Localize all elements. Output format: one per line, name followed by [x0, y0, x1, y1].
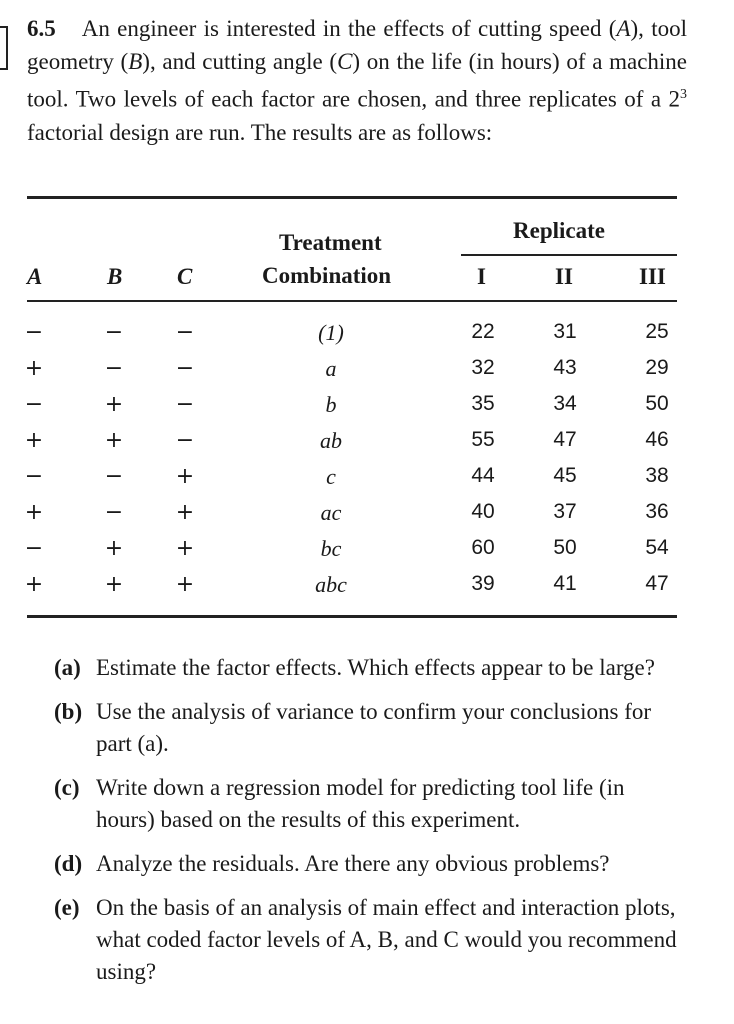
cell-b: + — [104, 572, 124, 597]
part-text: Analyze the residuals. Are there any obvious problems? — [96, 851, 610, 876]
part-text: Estimate the factor effects. Which effects appear to be large? — [96, 655, 655, 680]
cell-r1: 39 — [471, 572, 495, 595]
question-part — [54, 696, 686, 760]
cell-r1: 22 — [471, 320, 495, 343]
cell-r1: 40 — [471, 500, 495, 523]
cell-combo: c — [326, 464, 336, 489]
cell-a: + — [24, 500, 44, 525]
problem-text: ), tool geometry ( — [27, 16, 687, 74]
cell-c: − — [175, 320, 195, 345]
factor-b-symbol: B — [128, 49, 143, 74]
cell-c: − — [175, 356, 195, 381]
replicate-header: Replicate — [513, 218, 605, 243]
question-part — [54, 772, 686, 836]
cell-b: − — [104, 464, 124, 489]
problem-text: factorial design are run. The results are as follows: — [27, 119, 493, 145]
part-text: Use the analysis of variance to confirm your conclusions for part (a). — [96, 699, 652, 756]
question-part — [54, 848, 686, 880]
cell-r3: 29 — [645, 356, 669, 379]
factor-a-symbol: A — [616, 16, 631, 41]
factor-c-symbol: C — [337, 49, 353, 74]
cell-r2: 47 — [553, 428, 577, 451]
cell-b: + — [104, 392, 124, 417]
cell-c: + — [175, 500, 195, 525]
column-header-a: A — [27, 264, 43, 289]
problem-number: 6.5 — [27, 16, 56, 41]
replicate-1-header: I — [477, 264, 486, 289]
problem-statement — [27, 12, 687, 149]
cell-r1: 44 — [471, 464, 495, 487]
cell-a: − — [24, 464, 44, 489]
cell-a: + — [24, 572, 44, 597]
cell-a: − — [24, 320, 44, 345]
cell-a: − — [24, 536, 44, 561]
cell-r2: 34 — [553, 392, 577, 415]
cell-r2: 41 — [553, 572, 577, 595]
problem-text: ), and cutting angle ( — [142, 49, 338, 74]
cell-c: − — [175, 428, 195, 453]
combination-header: Combination — [262, 263, 392, 288]
column-header-b: B — [107, 264, 123, 289]
column-header-c: C — [177, 264, 193, 289]
problem-text: An engineer is interested in the effects of cutting speed ( — [81, 16, 617, 41]
part-text: On the basis of an analysis of main effect and interaction plots, what coded factor levels of A, B, and C would you recommend using? — [96, 895, 677, 984]
part-text: Write down a regression model for predicting tool life (in hours) based on the results of this experiment. — [96, 775, 625, 832]
cell-b: − — [104, 356, 124, 381]
design-exponent: 3 — [680, 87, 687, 102]
question-parts — [54, 652, 686, 1000]
cell-r3: 36 — [645, 500, 669, 523]
cell-combo: b — [325, 392, 337, 417]
cell-r3: 54 — [645, 536, 669, 559]
replicate-3-header: III — [639, 264, 666, 289]
cell-b: − — [104, 500, 124, 525]
cell-c: + — [175, 464, 195, 489]
cell-b: − — [104, 320, 124, 345]
question-part — [54, 652, 686, 684]
cell-r3: 46 — [645, 428, 669, 451]
cell-a: + — [24, 356, 44, 381]
treatment-header: Treatment — [279, 230, 382, 255]
cell-r2: 45 — [553, 464, 577, 487]
part-label: (a) — [54, 655, 81, 680]
cell-combo: ac — [320, 500, 342, 525]
cell-c: + — [175, 572, 195, 597]
cell-a: + — [24, 428, 44, 453]
cell-r2: 37 — [553, 500, 577, 523]
part-label: (b) — [54, 699, 83, 724]
part-label: (c) — [54, 775, 80, 800]
cell-combo: bc — [320, 536, 342, 561]
results-table — [24, 196, 677, 618]
cell-combo: (1) — [318, 320, 344, 345]
cell-r1: 32 — [471, 356, 495, 379]
cell-r3: 47 — [645, 572, 669, 595]
part-label: (d) — [54, 851, 83, 876]
cell-combo: a — [325, 356, 337, 381]
cell-a: − — [24, 392, 44, 417]
cell-r1: 35 — [471, 392, 495, 415]
cell-r2: 31 — [553, 320, 577, 343]
cell-c: − — [175, 392, 195, 417]
cell-combo: ab — [320, 428, 342, 453]
cell-r3: 25 — [645, 320, 669, 343]
cell-b: + — [104, 428, 124, 453]
table-bottom-rule — [27, 615, 677, 618]
table-top-rule — [27, 196, 677, 199]
cell-r3: 50 — [645, 392, 669, 415]
cell-c: + — [175, 536, 195, 561]
part-label: (e) — [54, 895, 80, 920]
margin-bracket — [0, 26, 8, 70]
cell-combo: abc — [315, 572, 347, 597]
replicate-underline — [461, 254, 677, 256]
problem-text: ) on the life (in hours) of a machine tool. Two levels of each factor are chosen, and three replicates of a 2 — [27, 49, 688, 112]
cell-r2: 50 — [553, 536, 577, 559]
cell-r3: 38 — [645, 464, 669, 487]
cell-r1: 60 — [471, 536, 495, 559]
replicate-2-header: II — [555, 264, 573, 289]
cell-r2: 43 — [553, 356, 577, 379]
question-part — [54, 892, 686, 988]
cell-b: + — [104, 536, 124, 561]
cell-r1: 55 — [471, 428, 495, 451]
header-bottom-rule — [27, 300, 677, 302]
